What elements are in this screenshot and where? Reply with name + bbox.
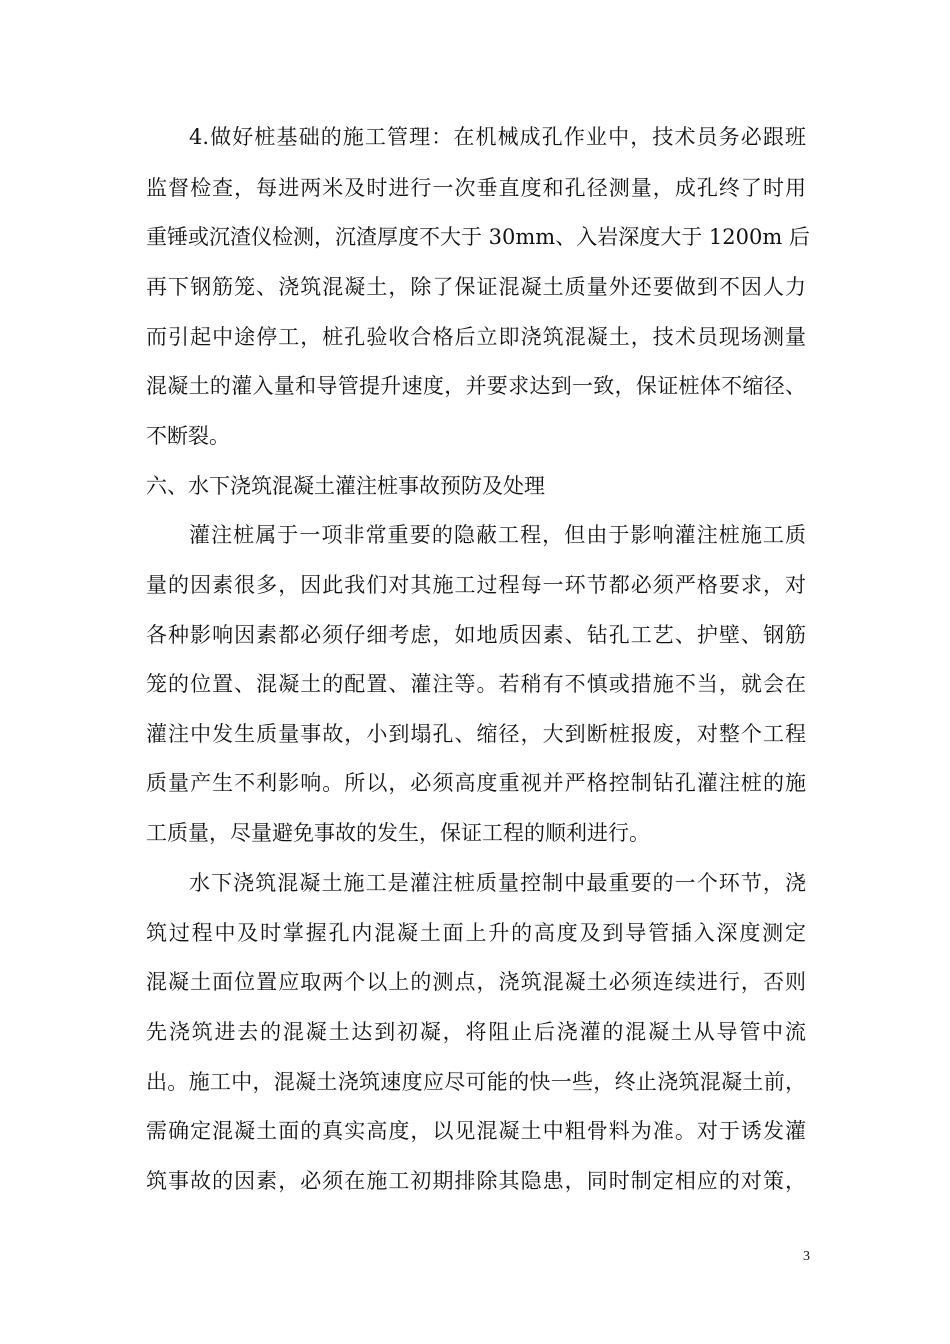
paragraph-2-line-4: 笼的位置、混凝土的配置、灌注等。若稍有不慎或措施不当，就会在 [146,672,806,696]
paragraph-3-line-7: 筑事故的因素，必须在施工初期排除其隐患，同时制定相应的对策， [146,1169,806,1193]
paragraph-2-line-2: 量的因素很多，因此我们对其施工过程每一环节都必须严格要求，对 [146,573,806,597]
paragraph-1-line-1: 4.做好桩基础的施工管理：在机械成孔作业中，技术员务必跟班 [189,125,806,149]
paragraph-3-line-2: 筑过程中及时掌握孔内混凝土面上升的高度及到导管插入深度测定 [146,921,806,945]
paragraph-1-line-2: 监督检查，每进两米及时进行一次垂直度和孔径测量，成孔终了时用 [146,176,806,200]
paragraph-2-line-5: 灌注中发生质量事故，小到塌孔、缩径，大到断桩报废，对整个工程 [146,722,806,746]
paragraph-1-line-4: 再下钢筋笼、浇筑混凝土，除了保证混凝土质量外还要做到不因人力 [146,275,806,299]
paragraph-3-line-1: 水下浇筑混凝土施工是灌注桩质量控制中最重要的一个环节，浇 [189,871,806,895]
page-number: 3 [803,1249,810,1264]
paragraph-3-line-3: 混凝土面位置应取两个以上的测点，浇筑混凝土必须连续进行，否则 [146,970,806,994]
paragraph-2-line-1: 灌注桩属于一项非常重要的隐蔽工程，但由于影响灌注桩施工质 [189,523,806,547]
paragraph-3-line-5: 出。施工中，混凝土浇筑速度应尽可能的快一些，终止浇筑混凝土前， [146,1070,806,1094]
paragraph-1-line-3: 重锤或沉渣仪检测，沉渣厚度不大于 30mm、入岩深度大于 1200m 后 [146,225,810,249]
paragraph-3-line-4: 先浇筑进去的混凝土达到初凝，将阻止后浇灌的混凝土从导管中流 [146,1020,806,1044]
paragraph-2-line-6: 质量产生不利影响。所以，必须高度重视并严格控制钻孔灌注桩的施 [146,771,806,795]
paragraph-2-line-7: 工质量，尽量避免事故的发生，保证工程的顺利进行。 [146,821,650,845]
paragraph-2-line-3: 各种影响因素都必须仔细考虑，如地质因素、钻孔工艺、护壁、钢筋 [146,623,806,647]
paragraph-1-line-5: 而引起中途停工，桩孔验收合格后立即浇筑混凝土，技术员现场测量 [146,325,806,349]
paragraph-3-line-6: 需确定混凝土面的真实高度，以见混凝土中粗骨料为准。对于诱发灌 [146,1119,806,1143]
paragraph-1-line-7: 不断裂。 [146,424,230,448]
section-heading: 六、水下浇筑混凝土灌注桩事故预防及处理 [146,474,545,498]
paragraph-1-line-6: 混凝土的灌入量和导管提升速度，并要求达到一致，保证桩体不缩径、 [146,374,806,398]
